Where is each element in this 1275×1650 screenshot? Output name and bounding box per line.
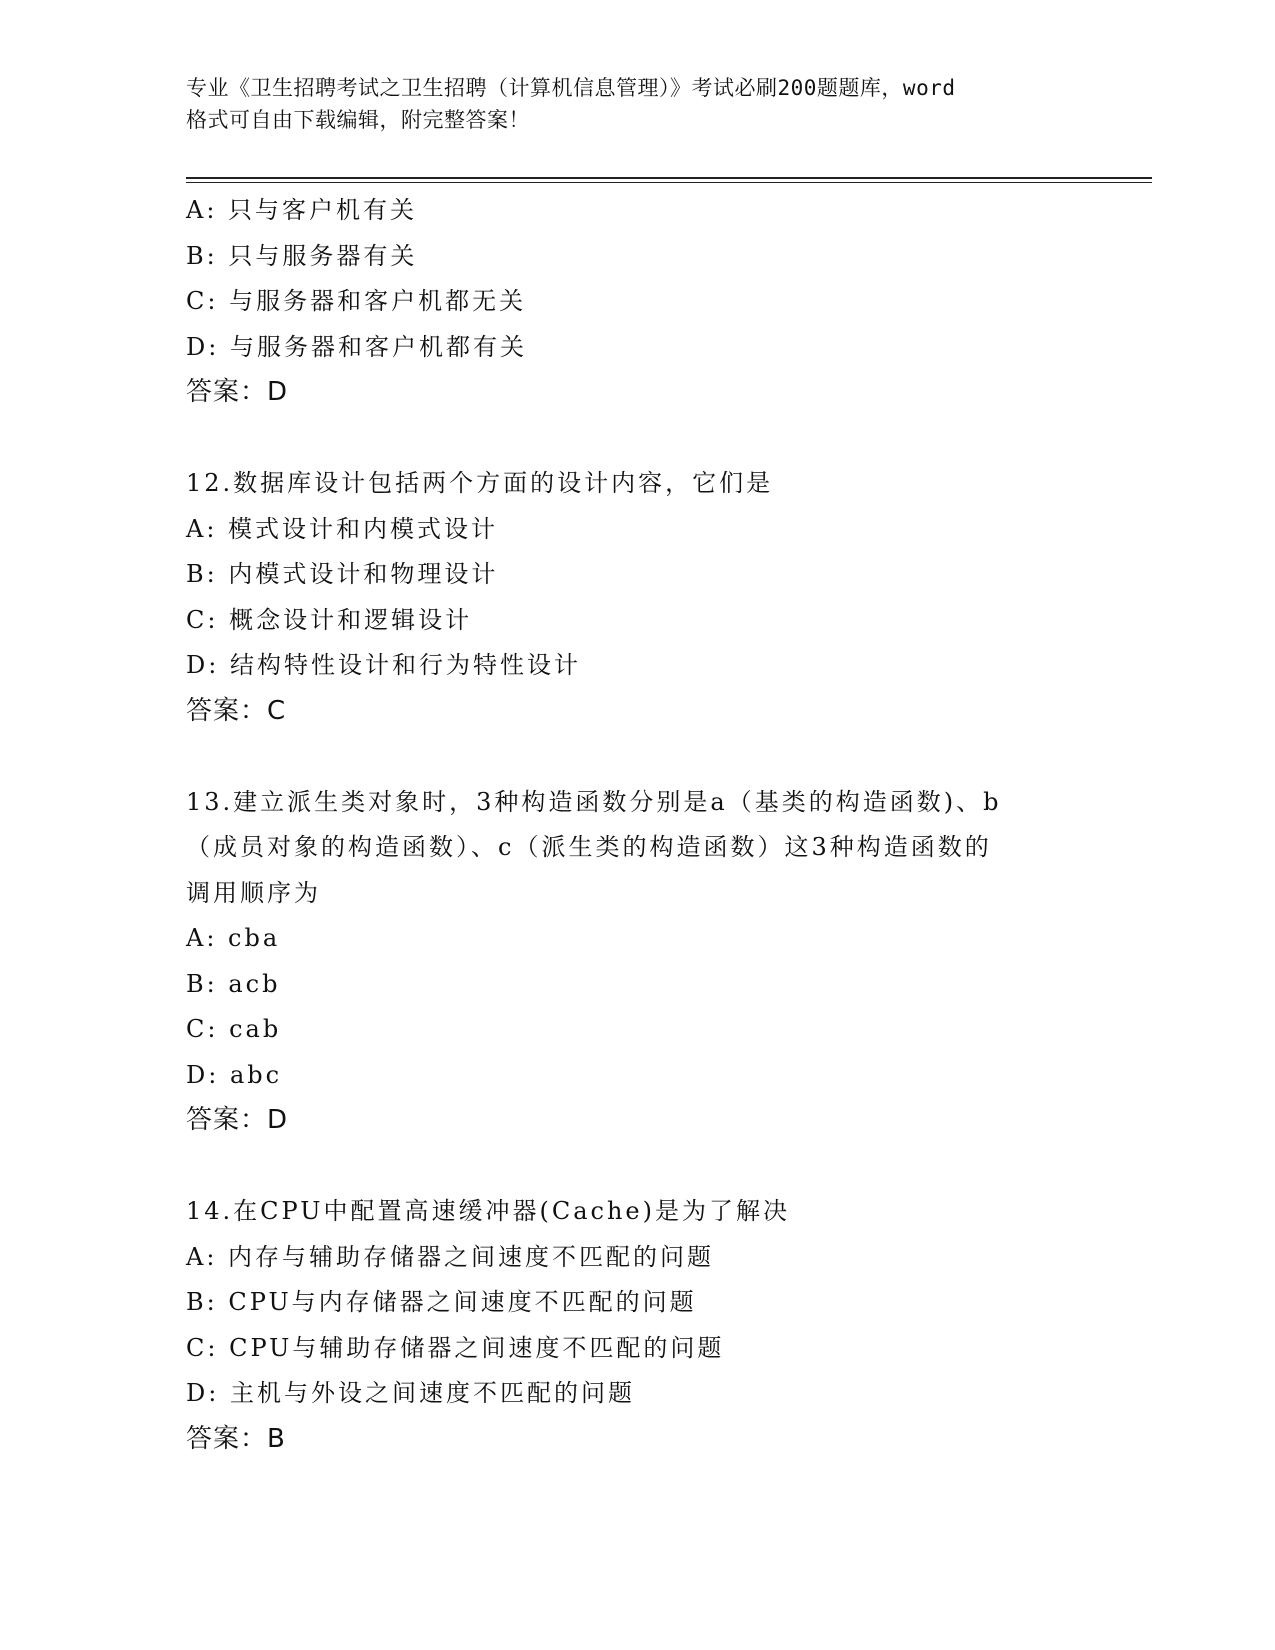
question-text-line-2: （成员对象的构造函数）、c（派生类的构造函数）这3种构造函数的	[186, 833, 992, 861]
option-a: A: 只与客户机有关	[186, 196, 418, 224]
answer: 答案：D	[186, 377, 289, 407]
option-b: B: CPU与内存储器之间速度不匹配的问题	[186, 1288, 697, 1316]
question-13	[186, 780, 1086, 1144]
header-rule-thick	[186, 177, 1152, 179]
spacer	[186, 416, 1086, 462]
question-11	[186, 188, 1086, 416]
option-c: C: cab	[186, 1015, 282, 1043]
answer: 答案：D	[186, 1105, 289, 1135]
option-a: A: 内存与辅助存储器之间速度不匹配的问题	[186, 1242, 715, 1271]
question-text: 14.在CPU中配置高速缓冲器(Cache)是为了解决	[186, 1197, 790, 1225]
answer: 答案：B	[186, 1423, 286, 1454]
option-c: C: 与服务器和客户机都无关	[186, 287, 527, 315]
option-d: D: 与服务器和客户机都有关	[186, 332, 527, 361]
document-header	[186, 72, 1086, 136]
header-rule-thin	[186, 182, 1152, 183]
question-12	[186, 461, 1086, 734]
question-text: 12.数据库设计包括两个方面的设计内容，它们是	[186, 469, 774, 497]
spacer	[186, 1144, 1086, 1190]
option-b: B: acb	[186, 969, 281, 998]
option-d: D: 结构特性设计和行为特性设计	[186, 651, 581, 679]
option-d: D: 主机与外设之间速度不匹配的问题	[186, 1379, 635, 1407]
question-list	[186, 188, 1086, 1462]
option-c: C: CPU与辅助存储器之间速度不匹配的问题	[186, 1333, 725, 1362]
question-text-line-3: 调用顺序为	[186, 878, 321, 907]
answer: 答案：C	[186, 695, 287, 726]
option-b: B: 内模式设计和物理设计	[186, 560, 499, 588]
option-a: A: 模式设计和内模式设计	[186, 514, 499, 543]
option-c: C: 概念设计和逻辑设计	[186, 605, 473, 634]
header-line-2: 格式可自由下载编辑，附完整答案！	[186, 108, 530, 132]
option-d: D: abc	[186, 1060, 283, 1089]
header-line-1: 专业《卫生招聘考试之卫生招聘（计算机信息管理）》考试必刷200题题库，word	[186, 76, 956, 100]
question-text-line-1: 13.建立派生类对象时，3种构造函数分别是a（基类的构造函数)、b	[186, 787, 1002, 816]
option-b: B: 只与服务器有关	[186, 241, 418, 270]
option-a: A: cba	[186, 924, 281, 952]
question-14	[186, 1189, 1086, 1462]
spacer	[186, 734, 1086, 780]
